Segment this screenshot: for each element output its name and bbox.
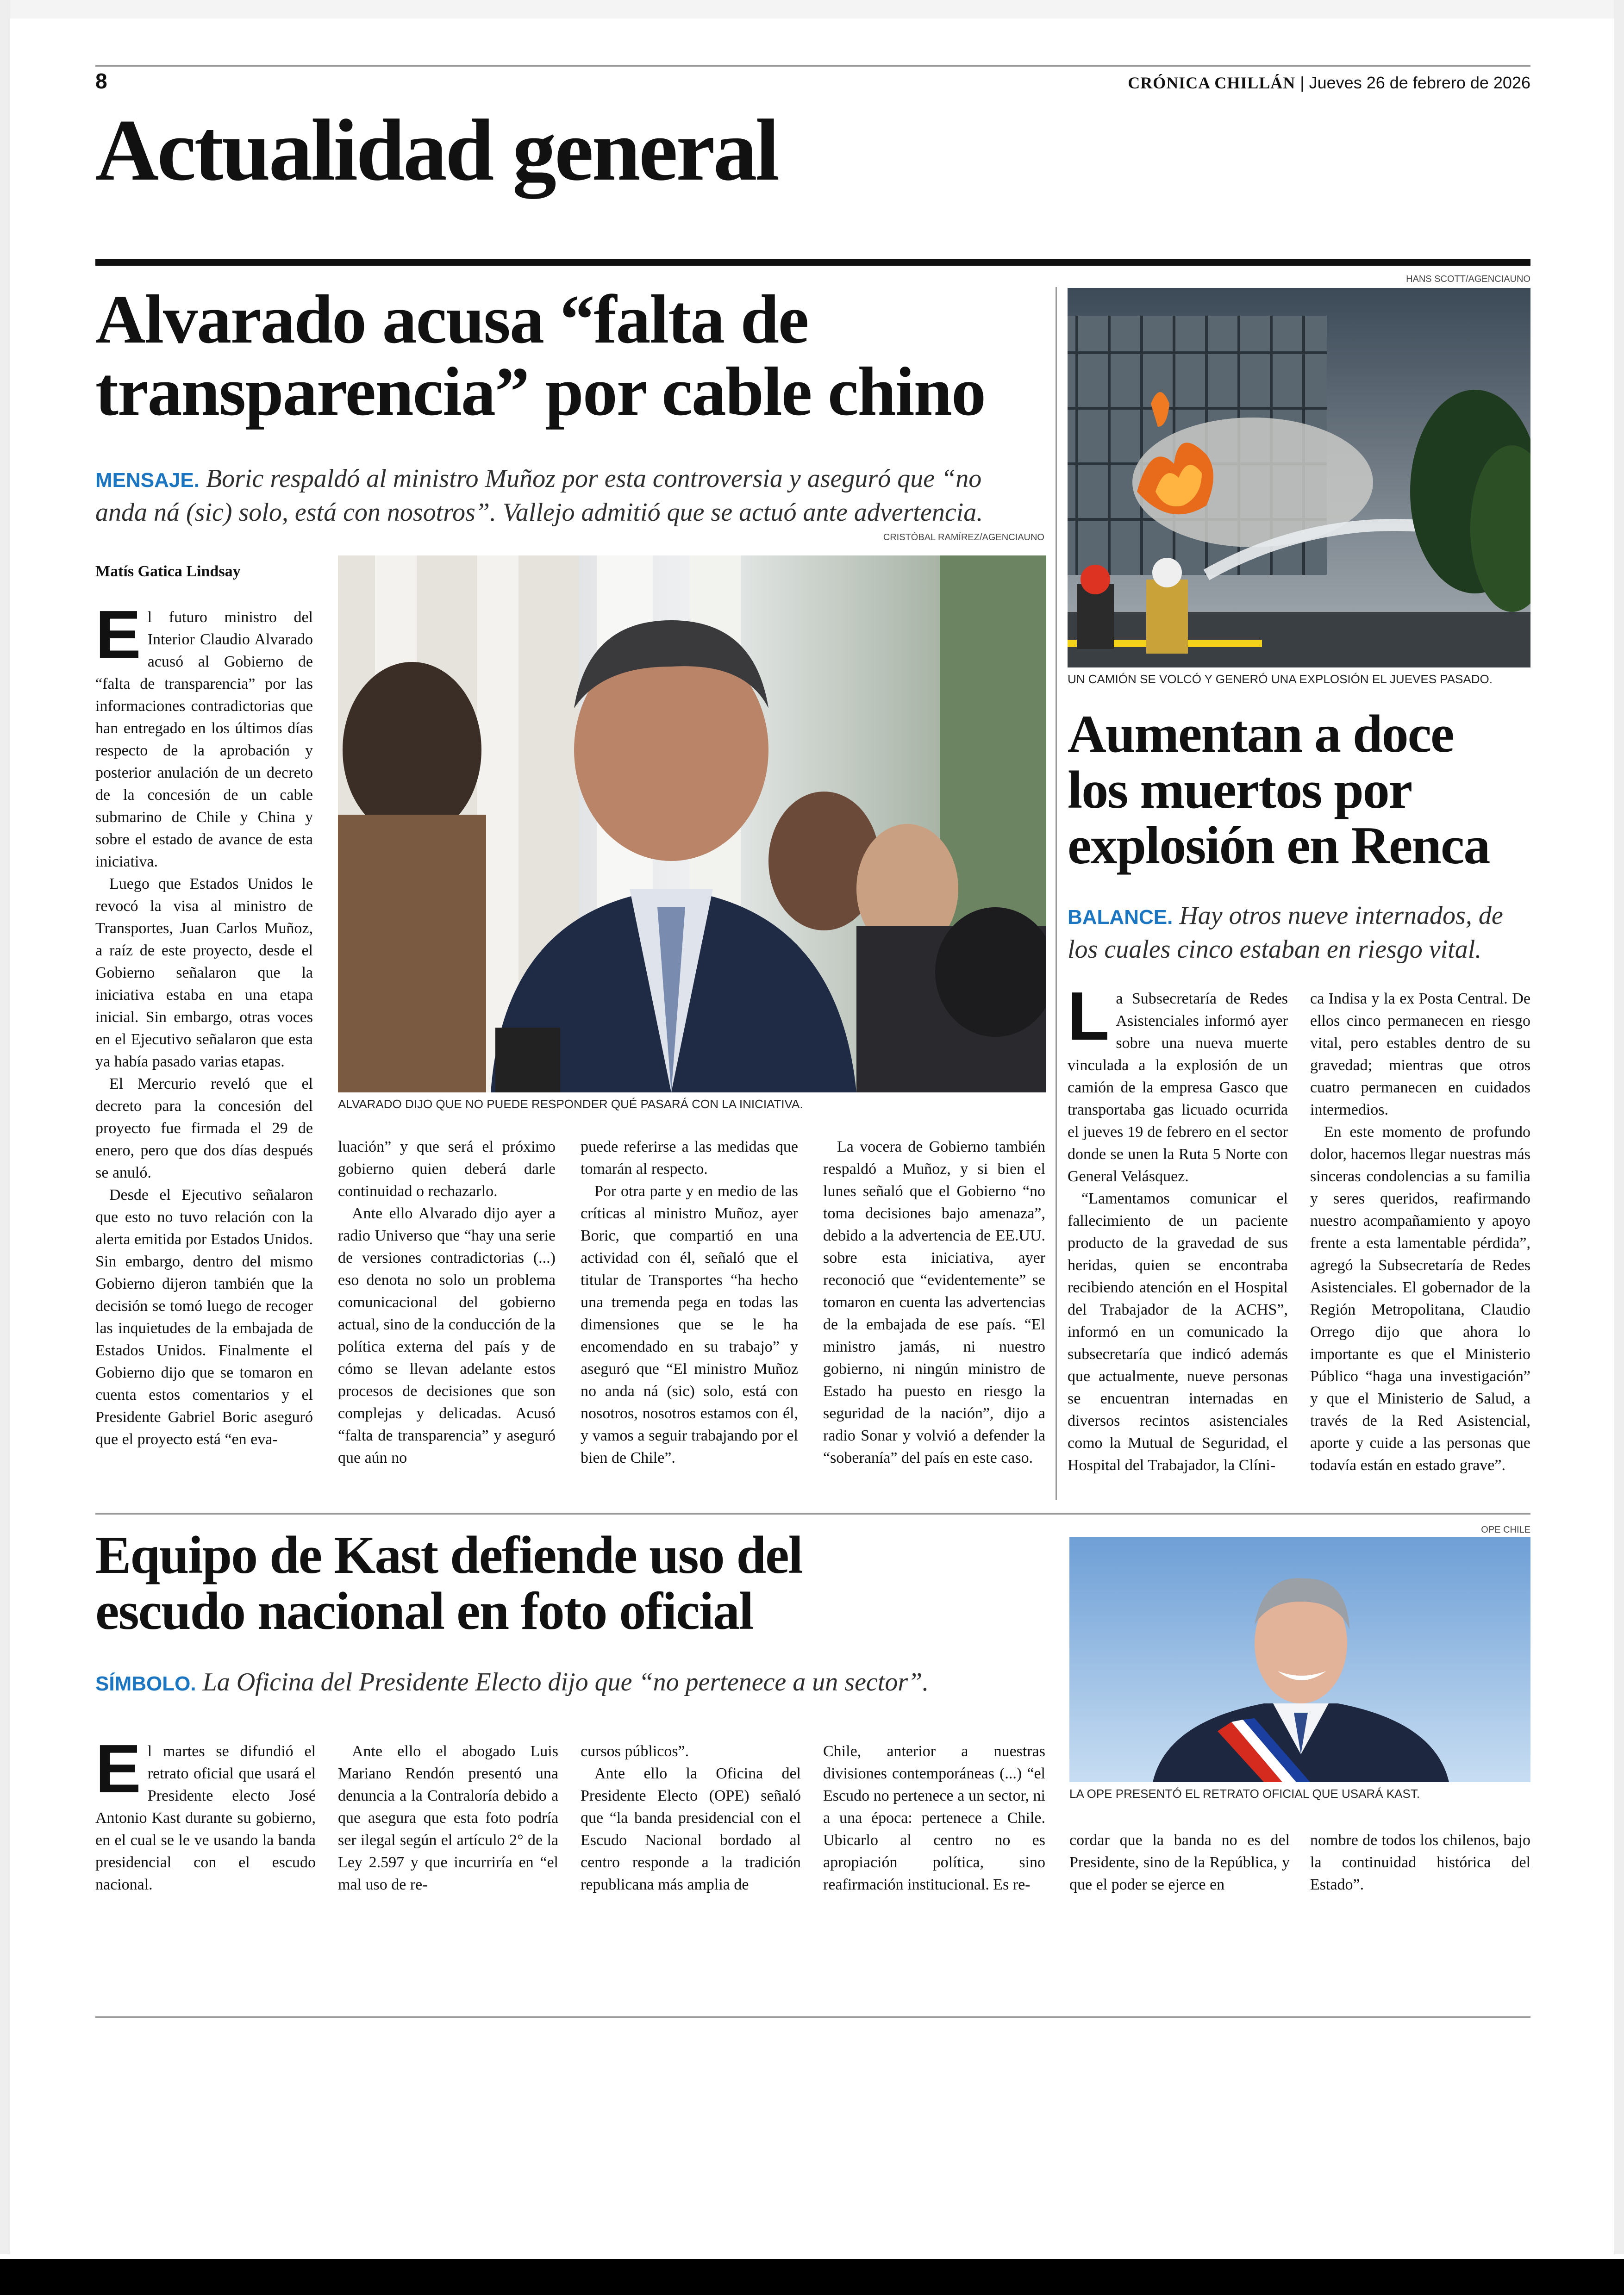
story3-column-1	[95, 1731, 316, 1926]
story3-headline-line1: Equipo de Kast defiende uso del	[95, 1526, 802, 1585]
story1-col2-p2: Ante ello Alvarado dijo ayer a radio Universo que “hay una serie de versiones contradictorias (...) eso denota no solo un problema comunicacional del gobierno actual, sino de la conducción de la política externa del país y de cómo se llevan adelante estos procesos de decisiones que son complejas y delicadas. Acusó “falta de transparencia” y aseguró que aún no	[338, 1205, 556, 1466]
story1-column-1	[95, 597, 313, 1495]
story3-col6-p1: nombre de todos los chilenos, bajo la continuidad histórica del Estado”.	[1310, 1832, 1530, 1893]
story1-col1-p2: Luego que Estados Unidos le revocó la visa al ministro de Transportes, Juan Carlos Muñoz, a raíz de este proyecto, desde el Gobierno señalaron que la iniciativa estaba en una etapa inicial. Sin embargo, otras voces en el Ejecutivo señalaron que esta ya había pasado varias etapas.	[95, 875, 313, 1070]
page-number: 8	[95, 69, 107, 93]
story2-dropcap: L	[1068, 978, 1110, 1054]
story3-headline	[95, 1528, 802, 1639]
story3-top-rule	[95, 1513, 1530, 1515]
story1-col3-p1: puede referirse a las medidas que tomarán al respecto.	[581, 1138, 798, 1178]
story3-column-5	[1069, 1829, 1290, 1922]
story2-col1-p1: a Subsecretaría de Redes Asistenciales informó ayer sobre una nueva muerte vinculada a la explosión de un camión de la empresa Gasco que transportaba gas licuado ocurrida el jueves 19 de febrero en el sector donde se unen la Ruta 5 Norte con General Velásquez.	[1068, 990, 1288, 1185]
story3-deck	[95, 1665, 1044, 1699]
story1-headline	[95, 283, 985, 428]
story3-headline-line2: escudo nacional en foto oficial	[95, 1581, 753, 1641]
story3-dropcap: E	[95, 1731, 141, 1807]
footer-rule	[95, 2016, 1530, 2018]
story1-col1-p4: Desde el Ejecutivo señalaron que esto no tuvo relación con la alerta emitida por Estados Unidos. Sin embargo, dentro del mismo Gobierno dijeron también que la decisión se tomó luego de recoger las inquietudes de la embajada de Estados Unidos. Finalmente el Gobierno dijo que se tomaron en cuenta estos comentarios y el Presidente Gabriel Boric aseguró que el proyecto está “en eva-	[95, 1186, 313, 1448]
story3-col2-p1: Ante ello el abogado Luis Mariano Rendón presentó una denuncia a la Contraloría debido a que asegura que esta foto podría ser ilegal según el artículo 2° de la Ley 2.597 y que incurriría en “el mal uso de re-	[338, 1743, 558, 1893]
story1-col4-p1: La vocera de Gobierno también respaldó a Muñoz, y si bien el lunes señaló que el Gobierno “no toma decisiones bajo amenaza”, debido a la advertencia de EE.UU. sobre esta iniciativa, ayer reconoció que “evidentemente” se tomaron en cuenta las advertencias de la embajada de ese país. “El ministro jamás, ni nuestro gobierno, ni ningún ministro de Estado ha puesto en riesgo la seguridad de la nación”, dijo a radio Sonar y volvió a defender la “soberanía” del país en este caso.	[823, 1138, 1045, 1466]
story1-column-3	[581, 1136, 798, 1497]
issue-date: Jueves 26 de febrero de 2026	[1309, 73, 1530, 92]
story2-headline-line3: explosión en Renca	[1068, 816, 1490, 876]
story1-kicker: MENSAJE.	[95, 469, 200, 492]
story2-photo-credit: HANS SCOTT/AGENCIAUNO	[1406, 274, 1530, 284]
story3-column-3	[581, 1740, 801, 1926]
story2-headline	[1068, 706, 1489, 874]
story2-col2-p1: ca Indisa y la ex Posta Central. De ellos cinco permanecen en riesgo vital, pero estables dentro de su gravedad; mientras que otros cuatro permanecen en cuidados intermedios.	[1310, 990, 1530, 1118]
story3-kicker: SÍMBOLO.	[95, 1672, 196, 1695]
story3-photo-caption: LA OPE PRESENTÓ EL RETRATO OFICIAL QUE USARÁ KAST.	[1069, 1787, 1420, 1801]
section-title: Actualidad general	[95, 102, 778, 199]
story1-deck	[95, 462, 1040, 530]
story2-column-2	[1310, 988, 1530, 1497]
story2-column-1	[1068, 978, 1288, 1497]
page-left-edge	[0, 0, 10, 2254]
masthead-separator: |	[1300, 73, 1305, 92]
section-rule	[95, 259, 1530, 266]
story2-kicker: BALANCE.	[1068, 906, 1173, 929]
viewer-top-strip	[0, 0, 1624, 19]
story1-headline-line1: Alvarado acusa “falta de	[95, 281, 808, 358]
kast-official-portrait	[1069, 1537, 1530, 1782]
story1-col1-p3: El Mercurio reveló que el decreto para la concesión del proyecto fue firmada el 29 de enero, pero que dos días después se anuló.	[95, 1075, 313, 1181]
renca-explosion-photo	[1068, 288, 1530, 667]
story1-col3-p2: Por otra parte y en medio de las críticas al ministro Muñoz, ayer Boric, que compartió en una actividad con él, señaló que el titular de Transportes “ha hecho una tremenda pega en todas las dimensiones que se le ha encomendado en su trabajo” y aseguró que “El ministro Muñoz no anda ná (sic) solo, está con nosotros, nosotros estamos con él, y vamos a seguir trabajando por el bien de Chile”.	[581, 1183, 798, 1466]
story3-col4-p1: Chile, anterior a nuestras divisiones contemporáneas (...) “el Escudo no pertenece a un sector, ni a una época: pertenece a Chile. Ubicarlo al centro no es apropiación política, sino reafirmación institucional. Es re-	[823, 1743, 1045, 1893]
story2-deck	[1068, 899, 1530, 967]
story2-col1-p2: “Lamentamos comunicar el fallecimiento de un paciente producto de la gravedad de sus heridas, quien se encontraba recibiendo atención en el Hospital del Trabajador de la ACHS”, informó en un comunicado la subsecretaría que indicó además que actualmente, nueve personas se encuentran internadas en diversos recintos asistenciales como la Mutual de Seguridad, el Hospital del Trabajador, la Clíni-	[1068, 1190, 1288, 1474]
story1-photo-caption: ALVARADO DIJO QUE NO PUEDE RESPONDER QUÉ PASARÁ CON LA INICIATIVA.	[338, 1097, 803, 1111]
story2-headline-line2: los muertos por	[1068, 760, 1412, 820]
story1-photo	[338, 555, 1046, 1092]
story3-photo-credit: OPE CHILE	[1481, 1525, 1530, 1535]
story1-column-2	[338, 1136, 556, 1497]
story2-deck-text: Hay otros nueve internados, de los cuales cinco estaban en riesgo vital.	[1068, 901, 1503, 964]
header-rule	[95, 65, 1530, 67]
column-divider	[1056, 287, 1057, 1500]
story2-col2-p2: En este momento de profundo dolor, hacemos llegar nuestras más sinceras condolencias a su familia y seres queridos, reafirmando nuestro acompañamiento y apoyo frente a esta lamentable pérdida”, agregó la Subsecretaría de Redes Asistenciales. El gobernador de la Región Metropolitana, Claudio Orrego dijo que ahora lo importante es que el Ministerio Público “haga una investigación” y que el Ministerio de Salud, a través de la Red Asistencial, aporte y cuide a las personas que todavía están en estado grave”.	[1310, 1123, 1530, 1474]
viewer-bottom-bar	[0, 2259, 1624, 2295]
story3-column-6	[1310, 1829, 1530, 1922]
alvarado-press-photo	[338, 555, 1046, 1092]
story3-col5-p1: cordar que la banda no es del Presidente, sino de la República, y que el poder se ejerce en	[1069, 1832, 1290, 1893]
story2-photo	[1068, 288, 1530, 667]
story3-photo	[1069, 1537, 1530, 1782]
story1-byline: Matís Gatica Lindsay	[95, 563, 241, 580]
story1-photo-credit: CRISTÓBAL RAMÍREZ/AGENCIAUNO	[883, 532, 1044, 543]
story2-photo-caption: UN CAMIÓN SE VOLCÓ Y GENERÓ UNA EXPLOSIÓN EL JUEVES PASADO.	[1068, 672, 1493, 686]
story2-headline-line1: Aumentan a doce	[1068, 705, 1454, 764]
story3-col1-p1: l martes se difundió el retrato oficial que usará el Presidente electo José Antonio Kast durante su gobierno, en el cual se le ve usando la banda presidencial con el escudo nacional.	[95, 1743, 316, 1893]
story1-column-4	[823, 1136, 1045, 1497]
masthead	[1065, 73, 1530, 93]
page-right-edge	[1614, 0, 1624, 2254]
story1-headline-line2: transparencia” por cable chino	[95, 353, 986, 430]
story3-col3-p2: Ante ello la Oficina del Presidente Electo (OPE) señaló que “la banda presidencial con el Escudo Nacional bordado al centro responde a la tradición republicana más amplia de	[581, 1765, 801, 1893]
newspaper-name: CRÓNICA CHILLÁN	[1128, 74, 1296, 92]
story3-col3-p1: cursos públicos”.	[581, 1743, 689, 1760]
story3-column-2	[338, 1740, 558, 1926]
story1-deck-text: Boric respaldó al ministro Muñoz por esta controversia y aseguró que “no anda ná (sic) solo, está con nosotros”. Vallejo admitió que se actuó ante advertencia.	[95, 464, 983, 527]
story3-deck-text: La Oficina del Presidente Electo dijo que “no pertenece a un sector”.	[202, 1668, 929, 1696]
story1-col1-p1: l futuro ministro del Interior Claudio Alvarado acusó al Gobierno de “falta de transparencia” por las informaciones contradictorias que han entregado en los últimos días respecto de la aprobación y posterior anulación de un decreto de la concesión de un cable submarino de Chile y China y sobre el estado de avance de esta iniciativa.	[95, 609, 313, 870]
story3-column-4	[823, 1740, 1045, 1926]
story1-dropcap: E	[95, 597, 141, 673]
story1-col2-p1: luación” y que será el próximo gobierno quien deberá darle continuidad o rechazarlo.	[338, 1138, 556, 1200]
